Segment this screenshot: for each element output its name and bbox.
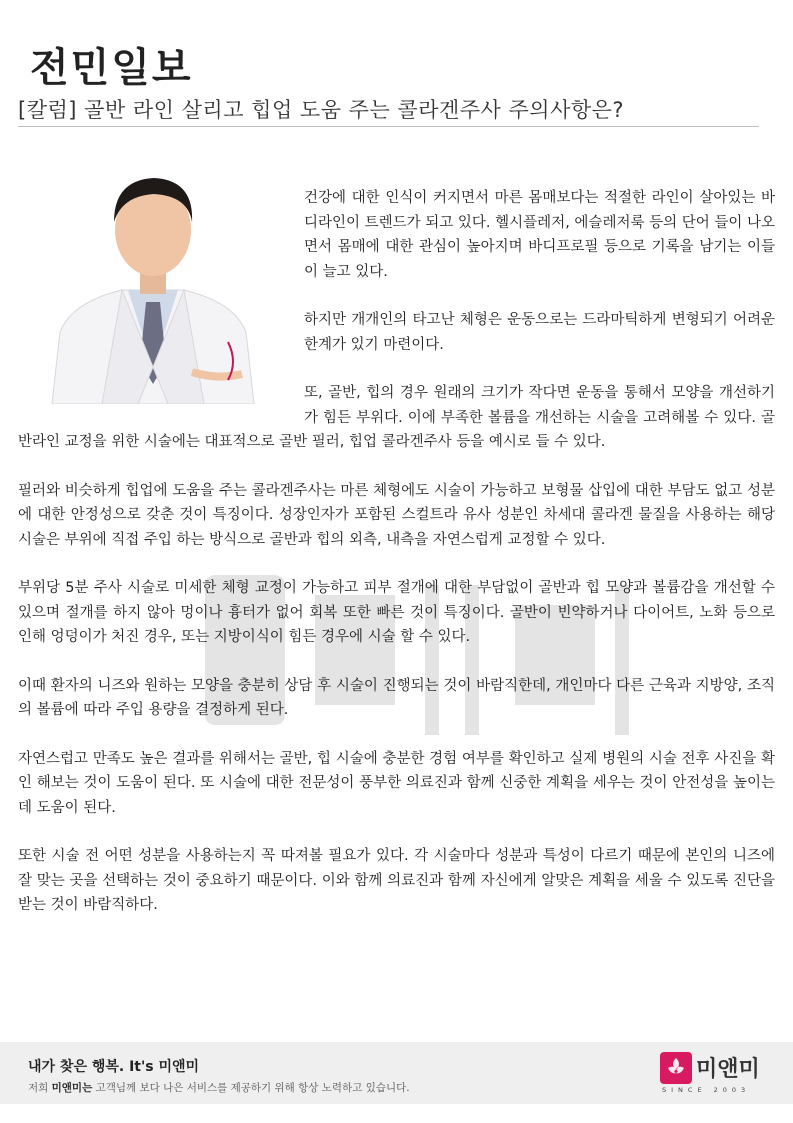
footer-desc-prefix: 저희 bbox=[28, 1082, 49, 1094]
footer-banner bbox=[0, 1042, 793, 1104]
logo-since: SINCE 2003 bbox=[662, 1086, 751, 1094]
article-paragraph: 건강에 대한 인식이 커지면서 마른 몸매보다는 적절한 라인이 살아있는 바디라인이 트렌드가 되고 있다. 헬시플레저, 에슬레저룩 등의 단어 들이 나오면서 몸매에 대한 관심이 높아지며 바디프로필 등으로 기록을 남기는 이들이 늘고 있다. bbox=[304, 190, 775, 280]
footer-desc-suffix: 고객님께 보다 나은 서비스를 제공하기 위해 항상 노력하고 있습니다. bbox=[95, 1082, 410, 1094]
article-paragraph: 부위당 5분 주사 시술로 미세한 체형 교정이 가능하고 피부 절개에 대한 부담없이 골반과 힙 모양과 볼륨감을 개선할 수 있으며 절개를 하지 않아 멍이나 흉터가 없어 회복 또한 빠른 것이 특징이다. 골반이 빈약하거나 다이어트, 노화 등으로 인해 엉덩이가 처진 경우, 또는 지방이식이 힘든 경우에 시술 할 수 있다. bbox=[18, 580, 775, 645]
article-body bbox=[18, 186, 775, 942]
article-paragraph: 또한 시술 전 어떤 성분을 사용하는지 꼭 따져볼 필요가 있다. 각 시술마다 성분과 특성이 다르기 때문에 본인의 니즈에 잘 맞는 곳을 선택하는 것이 중요하기 때문이다. 이와 함께 의료진과 함께 자신에게 알맞은 계획을 세울 수 있도록 진단을 받는 것이 바람직하다. bbox=[18, 848, 775, 913]
footer-slogan: 내가 찾은 행복. It's 미앤미 bbox=[28, 1059, 200, 1075]
newspaper-masthead: 전민일보 bbox=[30, 45, 193, 91]
footer-description bbox=[28, 1080, 410, 1095]
headline-divider bbox=[18, 126, 759, 127]
article-paragraph: 또, 골반, 힙의 경우 원래의 크기가 작다면 운동을 통해서 모양을 개선하기가 힘든 부위다. 이에 부족한 볼륨을 개선하는 시술을 고려해볼 수 있다. 골반라인 교정을 위한 시술에는 대표적으로 골반 필러, 힙업 콜라겐주사 등을 예시로 들 수 있다. bbox=[18, 385, 775, 450]
logo-wordmark: 미앤미 bbox=[696, 1057, 760, 1082]
article-headline: [칼럼] 골반 라인 살리고 힙업 도움 주는 콜라겐주사 주의사항은? bbox=[18, 98, 625, 122]
doctor-portrait-photo bbox=[42, 162, 264, 404]
article-paragraph: 하지만 개개인의 타고난 체형은 운동으로는 드라마틱하게 변형되기 어려운 한계가 있기 마련이다. bbox=[304, 312, 775, 353]
brand-logo bbox=[660, 1050, 780, 1098]
article-paragraph: 이때 환자의 니즈와 원하는 모양을 충분히 상담 후 시술이 진행되는 것이 바람직한데, 개인마다 다른 근육과 지방양, 조직의 볼륨에 따라 주입 용량을 결정하게 된다. bbox=[18, 677, 775, 718]
footer-desc-brand: 미앤미는 bbox=[51, 1082, 93, 1094]
flower-logo-icon bbox=[660, 1052, 692, 1084]
article-paragraph: 자연스럽고 만족도 높은 결과를 위해서는 골반, 힙 시술에 충분한 경험 여부를 확인하고 실제 병원의 시술 전후 사진을 확인 해보는 것이 도움이 된다. 또 시술에 대한 전문성이 풍부한 의료진과 함께 신중한 계획을 세우는 것이 안전성을 높이는데 도움이 된다. bbox=[18, 750, 775, 816]
article-paragraph: 필러와 비슷하게 힙업에 도움을 주는 콜라겐주사는 마른 체형에도 시술이 가능하고 보형물 삽입에 대한 부담도 없고 성분에 대한 안정성으로 갖춘 것이 특징이다. 성장인자가 포함된 스컬트라 유사 성분인 차세대 콜라겐 물질을 사용하는 해당 시술은 부위에 직접 주입 하는 방식으로 골반과 힙의 외측, 내측을 자연스럽게 교정할 수 있다. bbox=[18, 482, 775, 548]
